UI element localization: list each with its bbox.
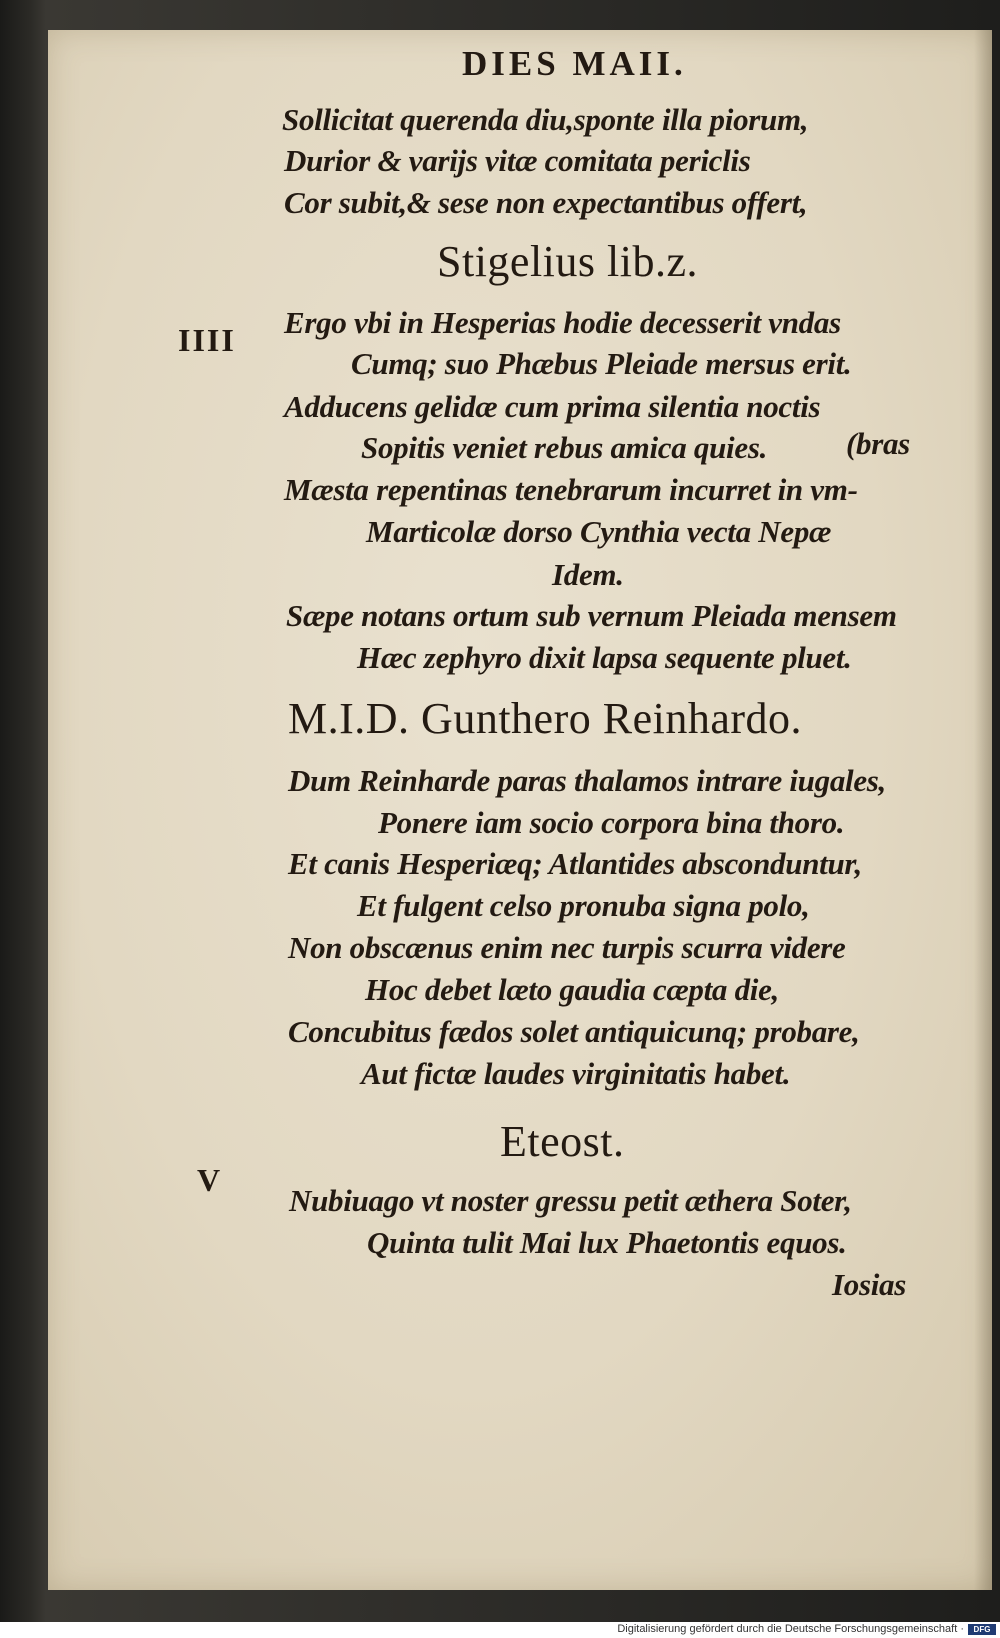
attribution: Idem. xyxy=(552,557,624,592)
verse-line: Sollicitat querenda diu,sponte illa piorum, xyxy=(282,102,809,137)
footer-bar xyxy=(0,1622,1000,1638)
verse-line: Sopitis veniet rebus amica quies. xyxy=(361,430,768,465)
verse-line: Mæsta repentinas tenebrarum incurret in vm- xyxy=(284,472,858,507)
verse-line: Cor subit,& sese non expectantibus offert, xyxy=(284,185,808,220)
verse-line: Et canis Hesperiæq; Atlantides absconduntur, xyxy=(288,846,862,881)
verse-line: Non obscænus enim nec turpis scurra videre xyxy=(288,930,846,965)
section-heading: M.I.D. Gunthero Reinhardo. xyxy=(288,694,803,743)
verse-line: Quinta tulit Mai lux Phaetontis equos. xyxy=(367,1225,847,1260)
margin-number: V xyxy=(197,1162,223,1198)
verse-line: Nubiuago vt noster gressu petit æthera Soter, xyxy=(289,1183,852,1218)
verse-line: Aut fictæ laudes virginitatis habet. xyxy=(361,1056,791,1091)
verse-line: Hoc debet læto gaudia cæpta die, xyxy=(365,972,780,1007)
section-heading: Stigelius lib.z. xyxy=(437,237,698,286)
verse-line: Dum Reinharde paras thalamos intrare iugales, xyxy=(288,763,887,798)
verse-line: Durior & varijs vitæ comitata periclis xyxy=(284,143,751,178)
verse-line-turnover: (bras xyxy=(846,426,910,461)
section-heading: Eteost. xyxy=(500,1117,625,1166)
catchword: Iosias xyxy=(832,1267,907,1302)
verse-line: Adducens gelidæ cum prima silentia noctis xyxy=(284,389,821,424)
dfg-logo: DFG xyxy=(968,1624,996,1635)
verse-line: Ergo vbi in Hesperias hodie decesserit vndas xyxy=(284,305,841,340)
funding-credit: Digitalisierung gefördert durch die Deutsche Forschungsgemeinschaft · xyxy=(617,1623,964,1635)
verse-line: Hæc zephyro dixit lapsa sequente pluet. xyxy=(357,640,852,675)
verse-line: Marticolæ dorso Cynthia vecta Nepæ xyxy=(366,514,832,549)
verse-line: Sæpe notans ortum sub vernum Pleiada mensem xyxy=(286,598,897,633)
margin-number: IIII xyxy=(178,322,236,358)
verse-line: Cumq; suo Phæbus Pleiade mersus erit. xyxy=(351,346,852,381)
running-head: DIES MAII. xyxy=(462,44,687,83)
verse-line: Concubitus fædos solet antiquicunq; probare, xyxy=(288,1014,860,1049)
verse-line: Ponere iam socio corpora bina thoro. xyxy=(378,805,845,840)
verse-line: Et fulgent celso pronuba signa polo, xyxy=(357,888,810,923)
